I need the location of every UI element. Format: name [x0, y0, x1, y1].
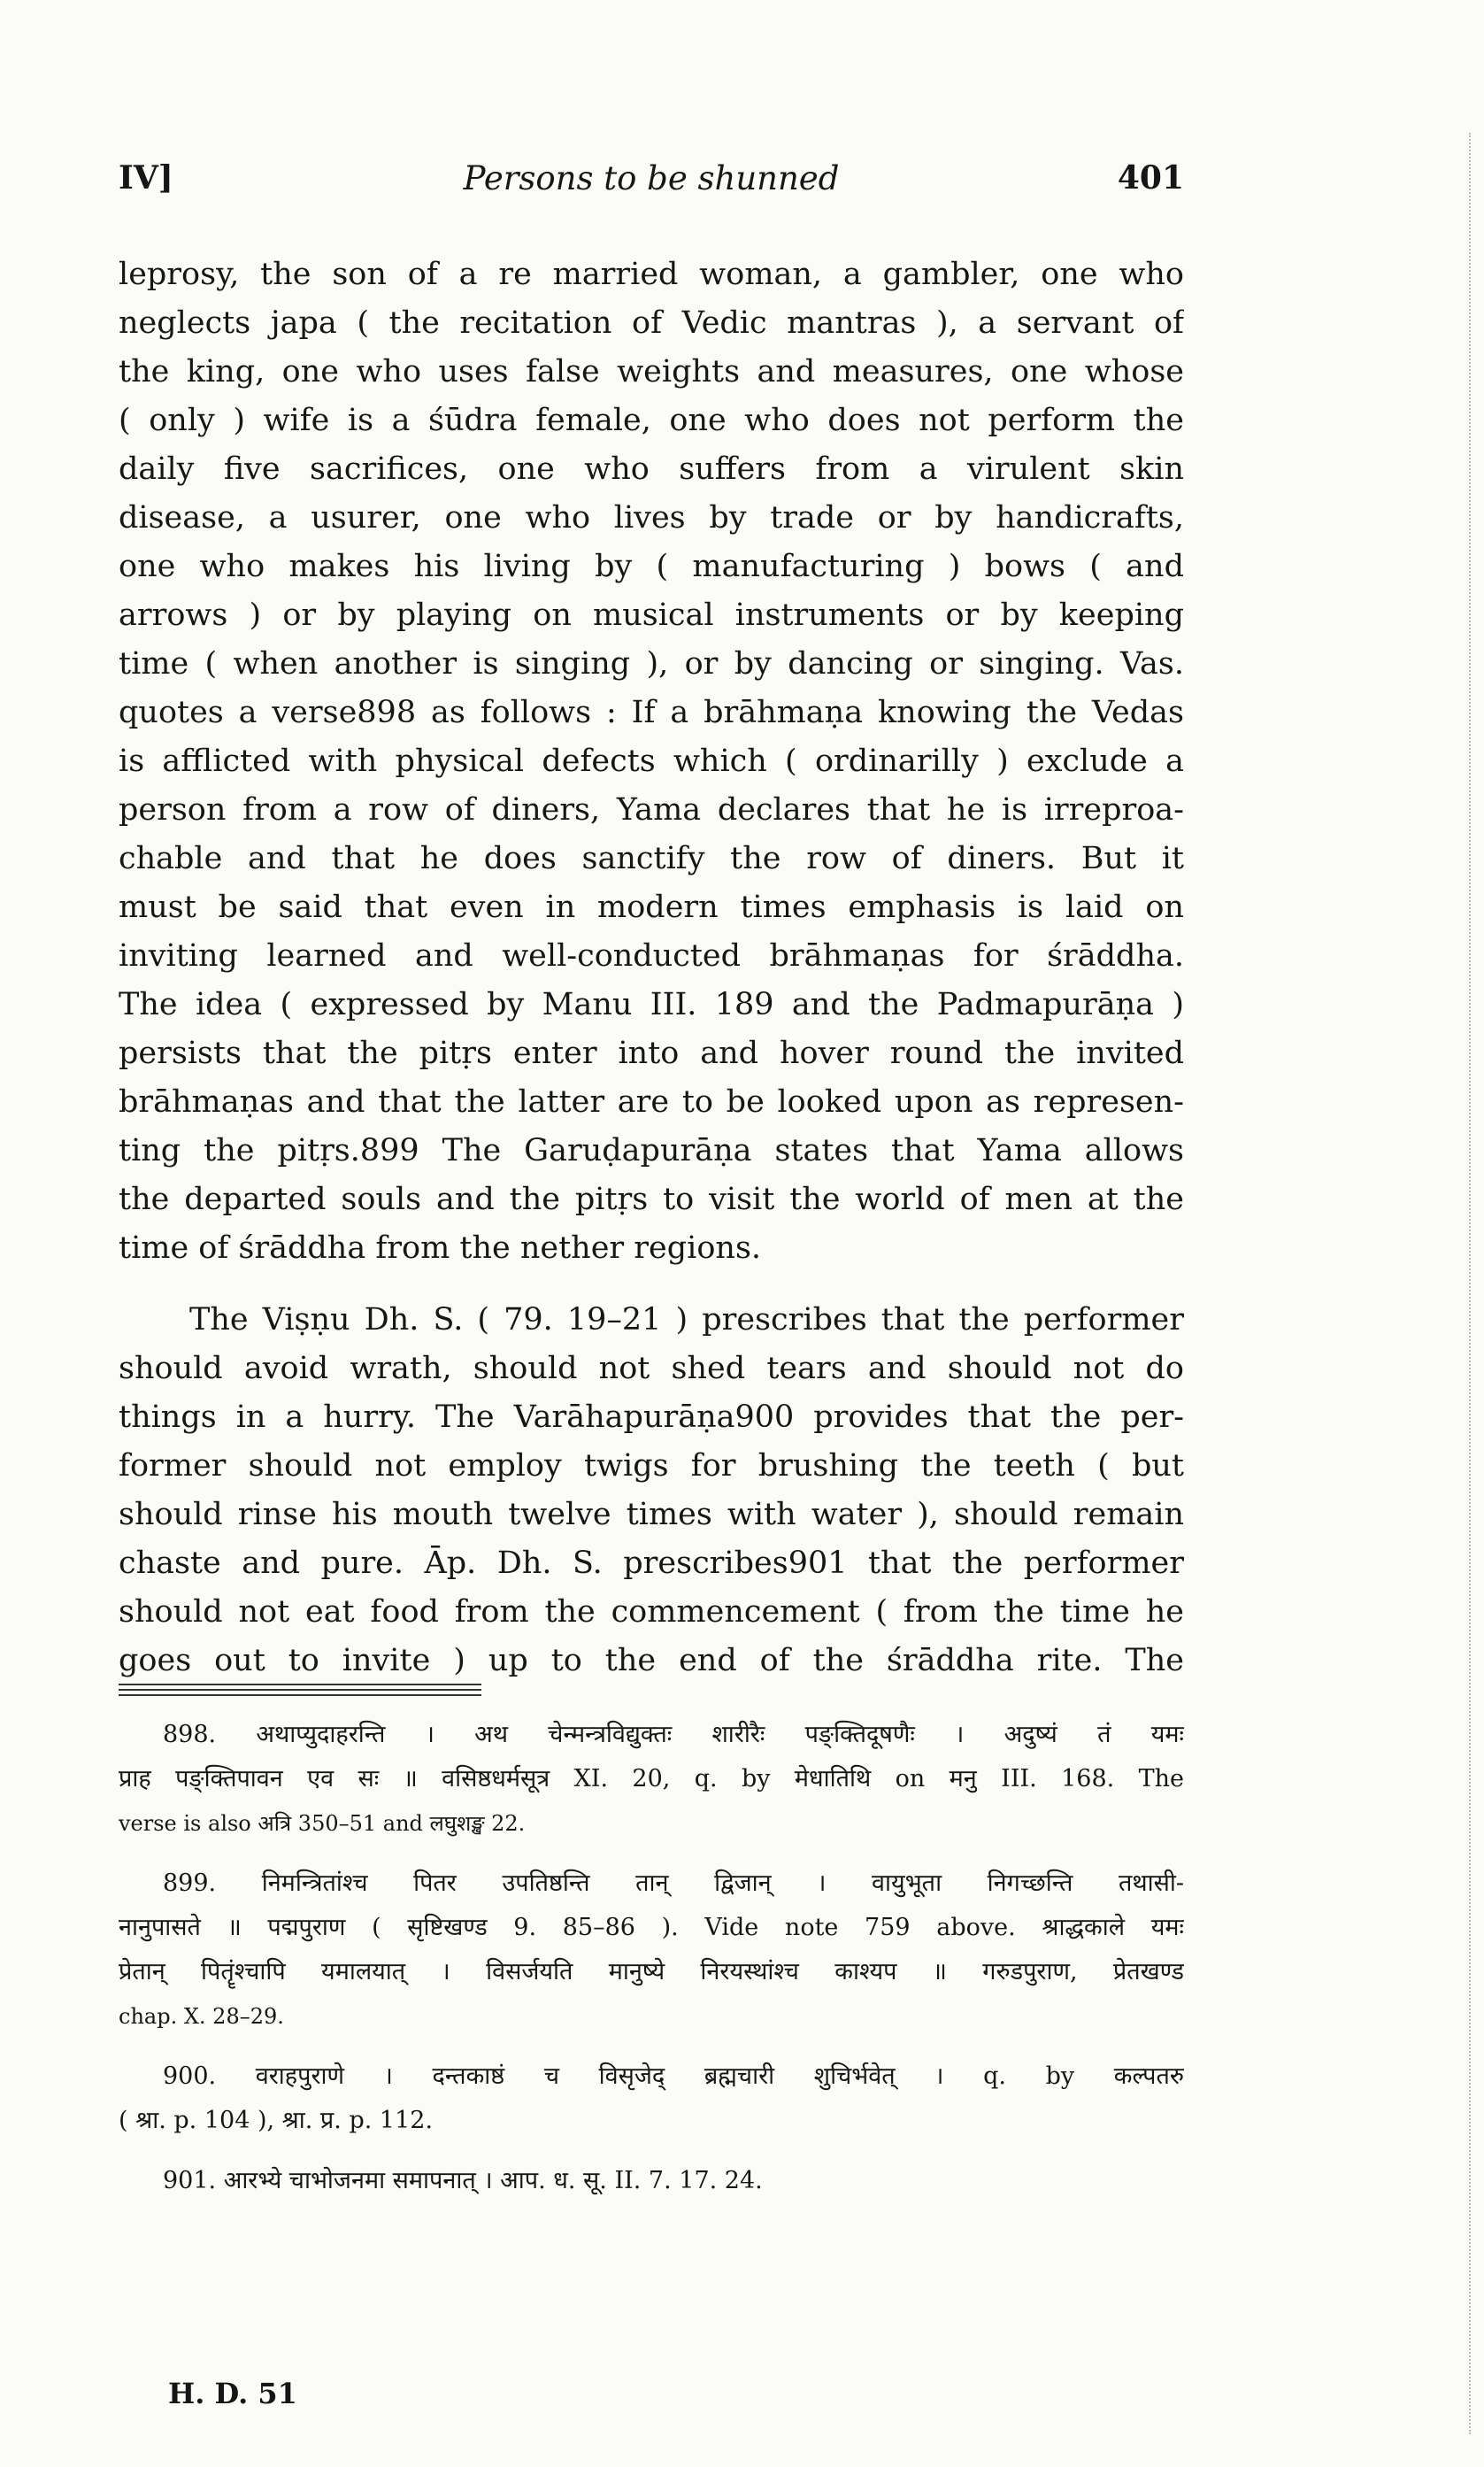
text-line: the king, one who uses false weights and measures, one whose: [119, 354, 1184, 389]
chapter-number: IV]: [119, 159, 173, 197]
footnote-line: 901. आरभ्ये चाभोजनमा समापनात् । आप. ध. सू. II. 7. 17. 24.: [163, 2167, 763, 2194]
text-line: time of śrāddha from the nether regions.: [119, 1230, 762, 1266]
text-line: is afflicted with physical defects which ( ordinarilly ) exclude a: [119, 744, 1184, 779]
text-line: arrows ) or by playing on musical instruments or by keeping: [119, 597, 1184, 633]
footnote-900: [119, 2055, 1184, 2143]
text-line: goes out to invite ) up to the end of the śrāddha rite. The: [119, 1643, 1184, 1678]
text-line: The Viṣṇu Dh. S. ( 79. 19–21 ) prescribes that the performer: [189, 1302, 1184, 1338]
footnote-separator: [119, 1684, 481, 1700]
text-line: time ( when another is singing ), or by dancing or singing. Vas.: [119, 646, 1184, 682]
paragraph-2: [119, 1296, 1184, 1685]
footnote-line: chap. X. 28–29.: [119, 2004, 284, 2029]
text-line: The idea ( expressed by Manu III. 189 and the Padmapurāṇa ): [119, 987, 1184, 1022]
text-line: disease, a usurer, one who lives by trade or by handicrafts,: [119, 500, 1184, 536]
text-line: ting the pitṛs.899 The Garuḍapurāṇa states that Yama allows: [119, 1133, 1184, 1168]
text-line: quotes a verse898 as follows : If a brāhmaṇa knowing the Vedas: [119, 695, 1184, 730]
running-title: Persons to be shunned: [463, 159, 840, 197]
text-line: chable and that he does sanctify the row of diners. But it: [119, 841, 1184, 876]
footnote-901: [119, 2159, 1184, 2203]
footnote-line: प्रेतान् पितॄंश्चापि यमालयात् । विसर्जयति मानुष्ये निरयस्थांश्च काश्यप ॥ गरुडपुराण, प्रेतखण्ड: [119, 1958, 1184, 1985]
margin-dotted-rule: [1469, 133, 1472, 2434]
text-line: brāhmaṇas and that the latter are to be looked upon as represen-: [119, 1084, 1184, 1120]
footnotes: [119, 1713, 1184, 2203]
text-line: should rinse his mouth twelve times with water ), should remain: [119, 1497, 1184, 1532]
text-line: should not eat food from the commencement ( from the time he: [119, 1594, 1184, 1630]
footnote-line: ( श्रा. p. 104 ), श्रा. प्र. p. 112.: [119, 2107, 434, 2134]
footnote-899: [119, 1862, 1184, 2039]
text-line: chaste and pure. Āp. Dh. S. prescribes901 that the performer: [119, 1546, 1184, 1581]
footnote-line: 898. अथाप्युदाहरन्ति । अथ चेन्मन्त्रविद्युक्तः शारीरैः पङ्क्तिदूषणैः । अदुष्यं तं यमः: [163, 1721, 1184, 1748]
signature-mark: H. D. 51: [168, 2377, 297, 2410]
text-line: the departed souls and the pitṛs to visit the world of men at the: [119, 1182, 1184, 1217]
text-line: leprosy, the son of a re married woman, a gambler, one who: [119, 257, 1184, 292]
footnote-line: 899. निमन्त्रितांश्च पितर उपतिष्ठन्ति तान् द्विजान् । वायुभूता निगच्छन्ति तथासी-: [163, 1870, 1184, 1897]
running-header: [119, 159, 1184, 212]
footnote-line: 900. वराहपुराणे । दन्तकाष्ठं च विसृजेद् ब्रह्मचारी शुचिर्भवेत् । q. by कल्पतरु: [163, 2062, 1184, 2090]
text-line: person from a row of diners, Yama declares that he is irreproa-: [119, 792, 1184, 828]
text-line: neglects japa ( the recitation of Vedic mantras ), a servant of: [119, 305, 1184, 341]
footnote-898: [119, 1713, 1184, 1846]
footnote-line: नानुपासते ॥ पद्मपुराण ( सृष्टिखण्ड 9. 85–86 ). Vide note 759 above. श्राद्धकाले यमः: [119, 1914, 1184, 1941]
text-line: things in a hurry. The Varāhapurāṇa900 provides that the per-: [119, 1399, 1184, 1435]
text-line: must be said that even in modern times emphasis is laid on: [119, 890, 1184, 925]
page-number: 401: [1117, 159, 1184, 197]
text-line: former should not employ twigs for brushing the teeth ( but: [119, 1448, 1184, 1484]
text-line: daily five sacrifices, one who suffers from a virulent skin: [119, 451, 1184, 487]
text-line: one who makes his living by ( manufacturing ) bows ( and: [119, 549, 1184, 584]
paragraph-1: [119, 251, 1184, 1273]
footnote-line: verse is also अत्रि 350–51 and लघुशङ्ख 22.: [119, 1811, 526, 1836]
text-line: inviting learned and well-conducted brāhmaṇas for śrāddha.: [119, 938, 1184, 974]
text-line: should avoid wrath, should not shed tears and should not do: [119, 1351, 1184, 1386]
text-line: ( only ) wife is a śūdra female, one who does not perform the: [119, 403, 1184, 438]
footnote-line: प्राह पङ्क्तिपावन एव सः ॥ वसिष्ठधर्मसूत्र XI. 20, q. by मेधातिथि on मनु III. 168. The: [119, 1765, 1184, 1792]
text-line: persists that the pitṛs enter into and hover round the invited: [119, 1036, 1184, 1071]
